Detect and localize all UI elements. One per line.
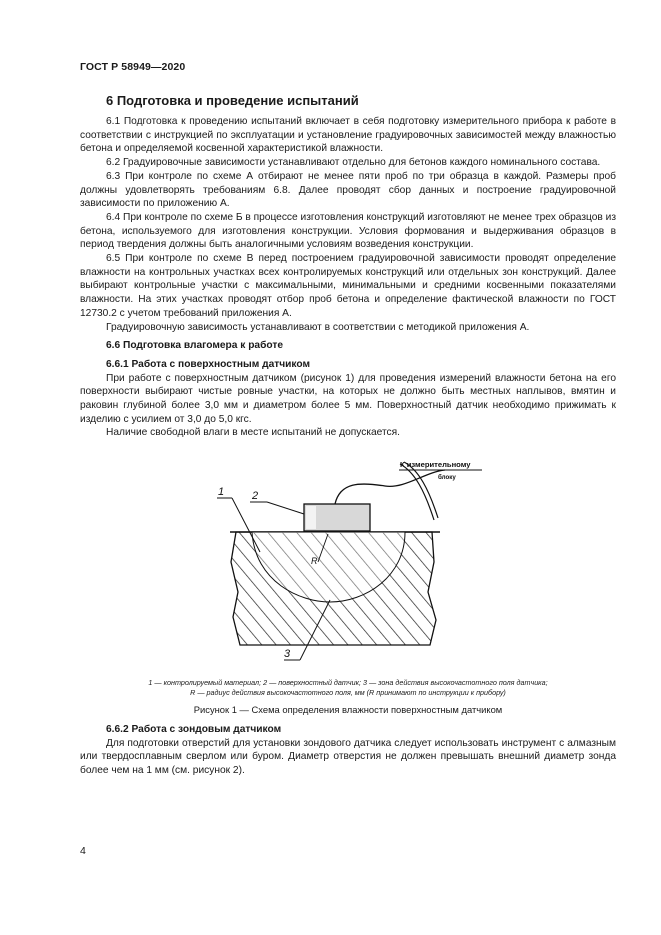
subsection-6-6-2-heading: 6.6.2 Работа с зондовым датчиком [106,724,282,735]
paragraph-6-3: 6.3 При контроле по схеме А отбирают не менее пяти проб по три образца в каждой. Размеры проб должны удовлетворять требованиям 6.8. Далее проводят сбор данных и построение градуировочной зависимости по приложению А. [80,170,616,210]
sensor-cable [335,470,445,504]
paragraph-6-1: 6.1 Подготовка к проведению испытаний включает в себя подготовку измерительного прибора к работе в соответствии с инструкцией по эксплуатации и установление градуировочных зависимостей между влажностью бетона и определяемой косвенной характеристикой влажности. [80,116,616,155]
paragraph-6-2: 6.2 Градуировочные зависимости устанавливают отдельно для бетонов каждого номинального состава. [106,157,601,169]
paragraph-6-5-note: Градуировочную зависимость устанавливают в соответствии с методикой приложения А. [106,321,530,333]
subsection-6-6-heading: 6.6 Подготовка влагомера к работе [106,340,284,352]
paragraph-6-6-1-note: Наличие свободной влаги в месте испытаний не допускается. [106,427,400,439]
label-3: 3 [284,648,291,660]
paragraph-6-6-1: При работе с поверхностным датчиком (рисунок 1) для проведения измерений влажности бетона на его поверхности выбирают чистые ровные участки, на которых не должно быть местных наплывов, вмятин и раковин глубиной более 3,0 мм и диаметром более 5 мм. Поверхностный датчик необходимо прижимать к изделию с усилием от 3,0 до 5,0 кгс. [80,372,616,425]
radius-label: R [311,556,318,566]
page-number: 4 [80,845,86,857]
section-body-continued [80,723,616,778]
paragraph-6-4: 6.4 При контроле по схеме Б в процессе изготовления конструкций изготовляют не менее трех образцов из бетона, используемого для изготовления конструкции. Условия формования и выдерживания образцов в период твердения должны быть аналогичными условиям возведения конструкции. [80,211,616,251]
cable-label-line1: К измерительному [400,460,471,469]
section-body [80,115,616,440]
subsection-6-6-1-heading: 6.6.1 Работа с поверхностным датчиком [106,358,310,370]
figure-legend-line2: R — радиус действия высокочастотного поля, мм (R принимают по инструкции к прибору) [190,688,506,697]
figure-title: Рисунок 1 — Схема определения влажности поверхностным датчиком [193,704,503,715]
label-1: 1 [218,486,225,498]
cable-label-line2: блоку [438,474,456,481]
document-code: ГОСТ Р 58949—2020 [80,61,186,73]
label-2: 2 [252,490,259,502]
paragraph-6-5: 6.5 При контроле по схеме В перед построением градуировочной зависимости проводят определение влажности на контрольных участках всех контролируемых конструкций или отдельных зон конструкций. Далее выбирают контрольные участки с максимальными, минимальными и средними косвенными показателями влажности. На этих участках проводят отбор проб бетона и определение фактической влажности по ГОСТ 12730.2 с учетом требований приложения А. [80,253,616,319]
figure-1-diagram [200,452,500,674]
figure-legend-line1: 1 — контролируемый материал; 2 — поверхностный датчик; 3 — зона действия высокочастотного поля датчика; [148,678,548,687]
paragraph-6-6-2: Для подготовки отверстий для установки зондового датчика следует использовать инструмент с алмазным или твердосплавным сверлом или буром. Диаметр отверстия не должен превышать внешний диаметр зонда более чем на 1 мм (см. рисунок 2). [80,737,616,777]
section-title: 6 Подготовка и проведение испытаний [106,93,359,108]
